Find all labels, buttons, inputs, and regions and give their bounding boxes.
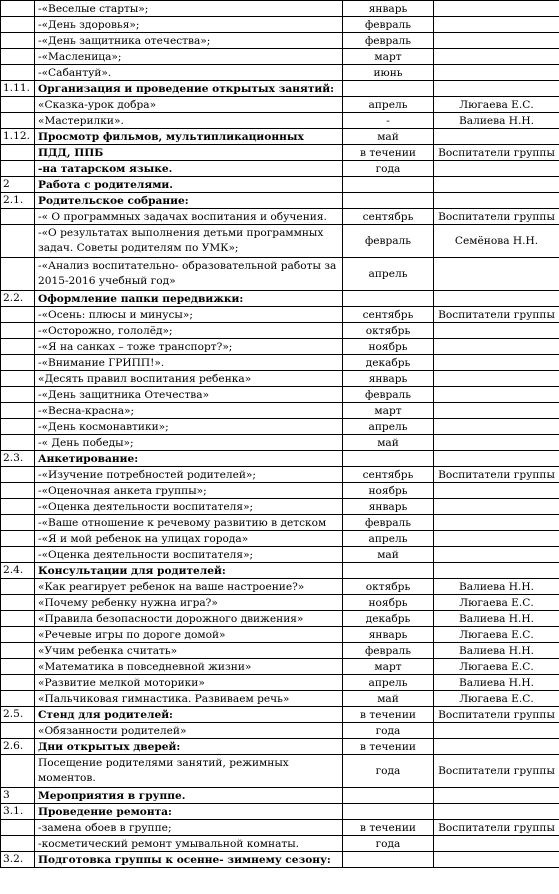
- row-responsible: [434, 355, 559, 371]
- row-date: [343, 81, 434, 97]
- activity-text: -косметический ремонт умывальной комнаты.: [35, 836, 343, 852]
- row-number: 2.4.: [1, 563, 35, 579]
- row-responsible: [434, 387, 559, 403]
- row-number: [1, 659, 35, 675]
- row-number: [1, 627, 35, 643]
- activity-text: «Учим ребенка считать»: [35, 643, 343, 659]
- activity-text: Дни открытых дверей:: [35, 739, 343, 755]
- table-row: [1, 225, 559, 258]
- row-responsible: Воспитатели группы: [434, 467, 559, 483]
- row-number: [1, 65, 35, 81]
- row-number: [1, 113, 35, 129]
- row-number: 1.12.: [1, 129, 35, 145]
- row-number: [1, 225, 35, 258]
- row-date: года: [343, 723, 434, 739]
- activity-text: «Пальчиковая гимнастика. Развиваем речь»: [35, 691, 343, 707]
- activity-text: «Почему ребенку нужна игра?»: [35, 595, 343, 611]
- row-responsible: Валиева Н.Н.: [434, 643, 559, 659]
- table-row: [1, 177, 559, 193]
- row-responsible: [434, 723, 559, 739]
- activity-text: Проведение ремонта:: [35, 804, 343, 820]
- row-date: [343, 451, 434, 467]
- row-responsible: Люгаева Е.С.: [434, 691, 559, 707]
- row-date: декабрь: [343, 611, 434, 627]
- activity-text: -«Весна-красна»;: [35, 403, 343, 419]
- activity-text: -«Я на санках – тоже транспорт?»;: [35, 339, 343, 355]
- table-row: [1, 611, 559, 627]
- row-date: февраль: [343, 225, 434, 258]
- table-row: [1, 515, 559, 531]
- row-number: [1, 595, 35, 611]
- row-responsible: [434, 291, 559, 307]
- row-date: ноябрь: [343, 483, 434, 499]
- activity-text: -«Оценочная анкета группы»;: [35, 483, 343, 499]
- row-responsible: [434, 804, 559, 820]
- table-row: [1, 755, 559, 788]
- table-row: [1, 419, 559, 435]
- activity-text: -«Масленица»;: [35, 49, 343, 65]
- row-date: декабрь: [343, 355, 434, 371]
- activity-text: Стенд для родителей:: [35, 707, 343, 723]
- activity-text: -«День здоровья»;: [35, 17, 343, 33]
- row-responsible: [434, 193, 559, 209]
- table-row: [1, 483, 559, 499]
- row-number: [1, 836, 35, 852]
- activity-text: «Сказка-урок добра»: [35, 97, 343, 113]
- activity-text: -«День космонавтики»;: [35, 419, 343, 435]
- row-responsible: [434, 65, 559, 81]
- row-number: [1, 723, 35, 739]
- table-row: [1, 788, 559, 804]
- table-row: [1, 371, 559, 387]
- row-responsible: [434, 161, 559, 177]
- row-responsible: [434, 49, 559, 65]
- row-number: [1, 339, 35, 355]
- row-responsible: [434, 483, 559, 499]
- row-date: февраль: [343, 17, 434, 33]
- table-row: [1, 595, 559, 611]
- row-date: октябрь: [343, 323, 434, 339]
- row-date: ноябрь: [343, 595, 434, 611]
- table-row: [1, 531, 559, 547]
- table-row: [1, 355, 559, 371]
- activity-text: «Обязанности родителей»: [35, 723, 343, 739]
- table-row: [1, 129, 559, 145]
- row-number: [1, 371, 35, 387]
- row-responsible: Воспитатели группы: [434, 307, 559, 323]
- row-responsible: [434, 17, 559, 33]
- activity-text: -«Изучение потребностей родителей»;: [35, 467, 343, 483]
- table-row: [1, 258, 559, 291]
- table-row: [1, 97, 559, 113]
- table-row: [1, 323, 559, 339]
- row-number: [1, 820, 35, 836]
- row-responsible: [434, 435, 559, 451]
- row-number: [1, 755, 35, 788]
- row-date: февраль: [343, 387, 434, 403]
- table-row: [1, 17, 559, 33]
- row-number: [1, 531, 35, 547]
- table-row: [1, 209, 559, 225]
- row-date: апрель: [343, 675, 434, 691]
- row-number: 2: [1, 177, 35, 193]
- table-row: [1, 291, 559, 307]
- row-responsible: [434, 788, 559, 804]
- row-responsible: Воспитатели группы: [434, 707, 559, 723]
- row-date: февраль: [343, 33, 434, 49]
- activity-text: -«Анализ воспитательно- образовательной работы за 2015-2016 учебный год»: [35, 258, 343, 291]
- table-row: [1, 739, 559, 755]
- row-date: январь: [343, 371, 434, 387]
- row-number: [1, 33, 35, 49]
- row-responsible: [434, 531, 559, 547]
- row-responsible: [434, 1, 559, 17]
- row-date: -: [343, 113, 434, 129]
- activity-text: -«Осторожно, гололёд»;: [35, 323, 343, 339]
- row-responsible: [434, 852, 559, 868]
- row-number: 2.5.: [1, 707, 35, 723]
- row-responsible: [434, 258, 559, 291]
- table-row: [1, 852, 559, 868]
- row-number: [1, 691, 35, 707]
- row-number: [1, 145, 35, 161]
- row-number: [1, 435, 35, 451]
- activity-text: -« О программных задачах воспитания и обучения.: [35, 209, 343, 225]
- row-number: [1, 643, 35, 659]
- row-date: апрель: [343, 531, 434, 547]
- row-date: февраль: [343, 515, 434, 531]
- activity-text: -« День победы»;: [35, 435, 343, 451]
- row-date: май: [343, 435, 434, 451]
- row-number: [1, 307, 35, 323]
- table-row: [1, 403, 559, 419]
- activity-text: Подготовка группы к осенне- зимнему сезону:: [35, 852, 343, 868]
- row-date: май: [343, 547, 434, 563]
- row-number: [1, 675, 35, 691]
- row-date: февраль: [343, 643, 434, 659]
- activity-text: -замена обоев в группе;: [35, 820, 343, 836]
- row-number: [1, 579, 35, 595]
- row-responsible: Люгаева Е.С.: [434, 97, 559, 113]
- row-number: [1, 209, 35, 225]
- row-responsible: Семёнова Н.Н.: [434, 225, 559, 258]
- row-responsible: [434, 419, 559, 435]
- row-number: [1, 161, 35, 177]
- row-date: года: [343, 836, 434, 852]
- row-date: в течении: [343, 145, 434, 161]
- activity-text: Оформление папки передвижки:: [35, 291, 343, 307]
- row-responsible: [434, 323, 559, 339]
- table-row: [1, 307, 559, 323]
- activity-text: «Математика в повседневной жизни»: [35, 659, 343, 675]
- row-date: [343, 193, 434, 209]
- row-number: [1, 403, 35, 419]
- row-number: 2.2.: [1, 291, 35, 307]
- row-responsible: [434, 547, 559, 563]
- table-row: [1, 467, 559, 483]
- activity-text: Мероприятия в группе.: [35, 788, 343, 804]
- row-responsible: Валиева Н.Н.: [434, 611, 559, 627]
- row-number: [1, 483, 35, 499]
- activity-text: Родительское собрание:: [35, 193, 343, 209]
- row-responsible: Люгаева Е.С.: [434, 595, 559, 611]
- table-row: [1, 451, 559, 467]
- table-row: [1, 161, 559, 177]
- row-date: январь: [343, 499, 434, 515]
- activity-text: Просмотр фильмов, мультипликационных: [35, 129, 343, 145]
- row-number: [1, 49, 35, 65]
- table-row: [1, 820, 559, 836]
- activity-text: «Десять правил воспитания ребенка»: [35, 371, 343, 387]
- row-date: январь: [343, 1, 434, 17]
- activity-text: -«О результатах выполнения детьми программных задач. Советы родителям по УМК»;: [35, 225, 343, 258]
- row-number: 3: [1, 788, 35, 804]
- activity-text: Консультации для родителей:: [35, 563, 343, 579]
- row-responsible: Воспитатели группы: [434, 755, 559, 788]
- row-number: [1, 611, 35, 627]
- row-date: в течении: [343, 820, 434, 836]
- activity-text: -«День защитника Отечества»: [35, 387, 343, 403]
- activity-text: «Речевые игры по дороге домой»: [35, 627, 343, 643]
- table-row: [1, 145, 559, 161]
- row-number: 2.6.: [1, 739, 35, 755]
- table-row: [1, 113, 559, 129]
- table-row: [1, 804, 559, 820]
- row-date: март: [343, 659, 434, 675]
- activity-text: Посещение родителями занятий, режимных моментов.: [35, 755, 343, 788]
- table-row: [1, 499, 559, 515]
- row-responsible: [434, 403, 559, 419]
- table-row: [1, 1, 559, 17]
- row-date: в течении: [343, 739, 434, 755]
- table-row: [1, 387, 559, 403]
- row-responsible: [434, 339, 559, 355]
- row-number: [1, 323, 35, 339]
- row-date: сентябрь: [343, 467, 434, 483]
- row-number: 3.2.: [1, 852, 35, 868]
- row-responsible: [434, 81, 559, 97]
- row-number: [1, 17, 35, 33]
- row-responsible: [434, 177, 559, 193]
- table-row: [1, 579, 559, 595]
- row-date: июнь: [343, 65, 434, 81]
- table-row: [1, 627, 559, 643]
- row-date: март: [343, 403, 434, 419]
- row-number: [1, 1, 35, 17]
- activity-text: -«Я и мой ребенок на улицах города»: [35, 531, 343, 547]
- row-date: май: [343, 691, 434, 707]
- row-number: 2.3.: [1, 451, 35, 467]
- row-date: январь: [343, 627, 434, 643]
- row-date: апрель: [343, 97, 434, 113]
- row-number: [1, 499, 35, 515]
- activity-text: ПДД, ППБ: [35, 145, 343, 161]
- row-responsible: Валиева Н.Н.: [434, 579, 559, 595]
- row-number: [1, 467, 35, 483]
- row-date: года: [343, 755, 434, 788]
- activity-text: -«Оценка деятельности воспитателя»;: [35, 499, 343, 515]
- row-date: [343, 177, 434, 193]
- table-row: [1, 563, 559, 579]
- row-date: года: [343, 161, 434, 177]
- row-responsible: Люгаева Е.С.: [434, 627, 559, 643]
- row-number: [1, 355, 35, 371]
- row-responsible: Люгаева Е.С.: [434, 659, 559, 675]
- row-date: [343, 788, 434, 804]
- activity-text: «Как реагирует ребенок на ваше настроение?»: [35, 579, 343, 595]
- row-number: 3.1.: [1, 804, 35, 820]
- row-date: ноябрь: [343, 339, 434, 355]
- activity-text: -«День защитника отечества»;: [35, 33, 343, 49]
- table-row: [1, 691, 559, 707]
- row-responsible: Воспитатели группы: [434, 209, 559, 225]
- row-date: [343, 291, 434, 307]
- table-row: [1, 659, 559, 675]
- table-row: [1, 435, 559, 451]
- row-date: март: [343, 49, 434, 65]
- activity-text: -«Сабантуй».: [35, 65, 343, 81]
- table-row: [1, 33, 559, 49]
- row-date: май: [343, 129, 434, 145]
- row-number: [1, 97, 35, 113]
- activity-text: «Развитие мелкой моторики»: [35, 675, 343, 691]
- activity-text: Работа с родителями.: [35, 177, 343, 193]
- row-responsible: Воспитатели группы: [434, 145, 559, 161]
- row-date: октябрь: [343, 579, 434, 595]
- activity-text: -«Внимание ГРИПП!».: [35, 355, 343, 371]
- table-row: [1, 643, 559, 659]
- table-row: [1, 547, 559, 563]
- table-row: [1, 65, 559, 81]
- row-responsible: [434, 129, 559, 145]
- row-responsible: [434, 499, 559, 515]
- row-number: [1, 515, 35, 531]
- row-responsible: [434, 836, 559, 852]
- row-number: [1, 547, 35, 563]
- activity-text: «Мастерилки».: [35, 113, 343, 129]
- table-row: [1, 675, 559, 691]
- row-responsible: [434, 371, 559, 387]
- activity-text: -на татарском языке.: [35, 161, 343, 177]
- table-row: [1, 836, 559, 852]
- row-number: [1, 419, 35, 435]
- row-responsible: Валиева Н.Н.: [434, 113, 559, 129]
- row-number: [1, 258, 35, 291]
- row-date: [343, 563, 434, 579]
- plan-table-body: [1, 1, 559, 868]
- row-responsible: [434, 563, 559, 579]
- row-date: сентябрь: [343, 307, 434, 323]
- activity-text: -«Осень: плюсы и минусы»;: [35, 307, 343, 323]
- row-responsible: Валиева Н.Н.: [434, 675, 559, 691]
- activity-text: -«Оценка деятельности воспитателя»;: [35, 547, 343, 563]
- row-number: 2.1.: [1, 193, 35, 209]
- table-row: [1, 81, 559, 97]
- activity-text: Организация и проведение открытых занятий:: [35, 81, 343, 97]
- table-row: [1, 339, 559, 355]
- table-row: [1, 193, 559, 209]
- row-date: [343, 852, 434, 868]
- row-responsible: Воспитатели группы: [434, 820, 559, 836]
- row-date: апрель: [343, 258, 434, 291]
- activity-text: «Правила безопасности дорожного движения»: [35, 611, 343, 627]
- row-number: [1, 387, 35, 403]
- activity-text: -«Веселые старты»;: [35, 1, 343, 17]
- row-number: 1.11.: [1, 81, 35, 97]
- row-date: сентябрь: [343, 209, 434, 225]
- row-responsible: [434, 451, 559, 467]
- row-date: в течении: [343, 707, 434, 723]
- row-date: апрель: [343, 419, 434, 435]
- activity-text: Анкетирование:: [35, 451, 343, 467]
- activity-text: -«Ваше отношение к речевому развитию в детском: [35, 515, 343, 531]
- row-responsible: [434, 33, 559, 49]
- row-date: [343, 804, 434, 820]
- table-row: [1, 723, 559, 739]
- table-row: [1, 707, 559, 723]
- row-responsible: [434, 515, 559, 531]
- row-responsible: [434, 739, 559, 755]
- table-row: [1, 49, 559, 65]
